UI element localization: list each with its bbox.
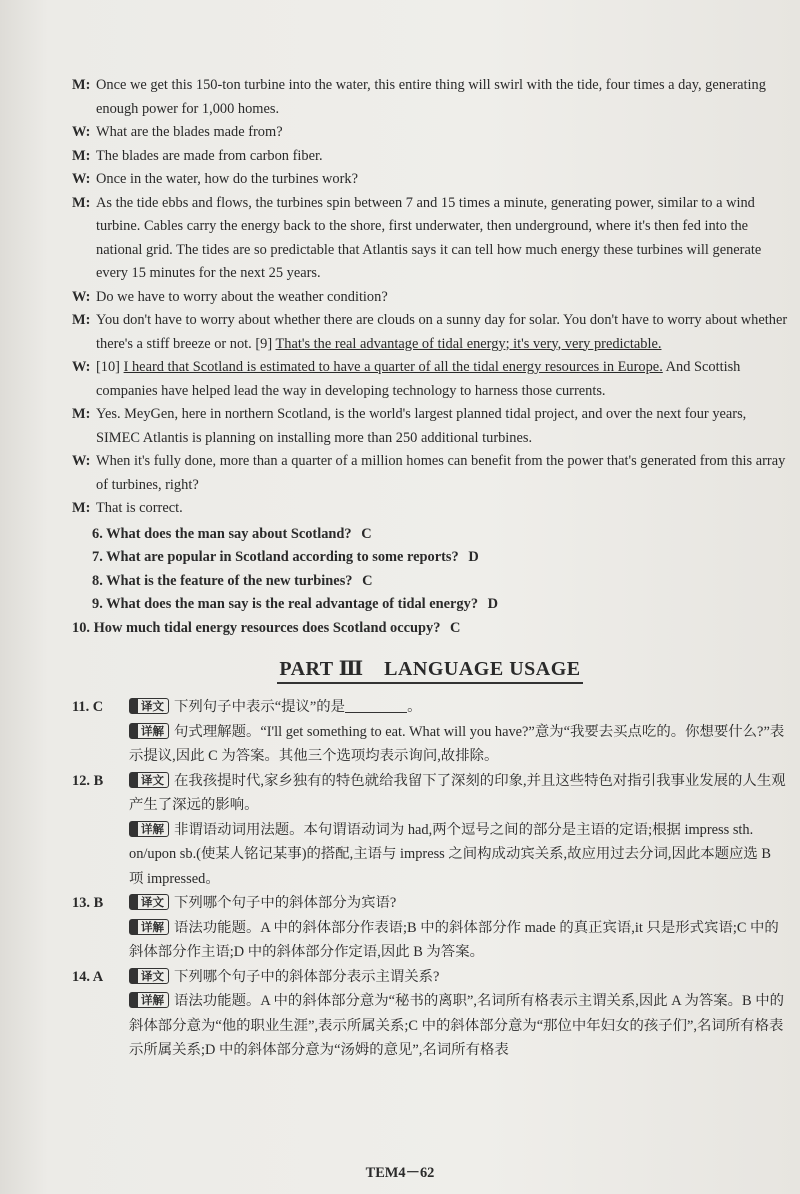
tag-marker xyxy=(130,969,138,983)
translation-text: 下列句子中表示“提议”的是 xyxy=(174,699,346,715)
explanation-tag: 详解 xyxy=(129,919,169,935)
dialogue-line xyxy=(72,497,788,521)
explanation-text: 句式理解题。“I'll get something to eat. What will you have?”意为“我要去买点吃的。你想要什么?”表示提议,因此 C 为答案。其他三个选项均表示询问,故排除。 xyxy=(129,723,785,764)
speaker: M: xyxy=(72,500,91,516)
translation-text: 下列哪个句子中的斜体部分为宾语? xyxy=(174,895,397,911)
tag-marker xyxy=(130,895,138,909)
dialogue-line xyxy=(72,74,788,121)
speaker: M: xyxy=(72,194,91,211)
translation-tag: 译文 xyxy=(129,698,169,714)
line-text: You don't have to worry about whether there are clouds on a sunny day for solar. You don't have to worry about whether there's a stiff breeze or not. xyxy=(96,312,788,352)
question-answer: D xyxy=(487,596,499,612)
translation-text: 下列哪个句子中的斜体部分表示主谓关系? xyxy=(174,968,440,985)
questions-section xyxy=(72,523,788,641)
translation-tag: 译文 xyxy=(129,772,169,788)
question-answer: C xyxy=(361,525,372,542)
line-text: The blades are made from carbon fiber. xyxy=(96,147,323,164)
dialogue-line xyxy=(72,309,788,356)
question-answer: C xyxy=(362,572,373,589)
answer-item xyxy=(72,695,788,769)
explanation-text: 语法功能题。A 中的斜体部分意为“秘书的离职”,名词所有格表示主谓关系,因此 A 为答案。B 中的斜体部分意为“他的职业生涯”,表示所属关系;C 中的斜体部分意为“那位中年妇女的孩子们”,名词所有格表示所属关系;D 中的斜体部分意为“汤姆的意见”,名词所有格表 xyxy=(129,993,785,1058)
line-text: What are the blades made from? xyxy=(96,124,283,140)
question-item xyxy=(72,570,788,594)
translation-row: 译文 下列句子中表示“提议”的是 。 xyxy=(129,695,788,720)
explanations-section xyxy=(72,695,788,1063)
page-content xyxy=(72,74,788,1063)
item-number: 13. B xyxy=(72,895,104,911)
line-text: As the tide ebbs and flows, the turbines spin between 7 and 15 times a minute, generating power, similar to a wind turbine. Cables carry the energy back to the shore, first underwater, then underground, where it's then fed into the national grid. The tides are so predictable that Atlantis says it can tell how much energy these turbines will generate every 15 minutes for the next 25 years. xyxy=(96,194,762,281)
translation-row xyxy=(129,769,788,818)
question-item xyxy=(72,617,788,641)
question-marker: [9] xyxy=(255,335,273,352)
question-item xyxy=(72,546,788,570)
speaker: W: xyxy=(72,453,91,469)
line-text: Do we have to worry about the weather condition? xyxy=(96,288,388,305)
question-answer: C xyxy=(450,619,461,636)
dialogue-line xyxy=(72,286,788,310)
underlined-answer: I heard that Scotland is estimated to have a quarter of all the tidal energy resources in Europe. xyxy=(123,359,663,375)
dialogue-line xyxy=(72,192,788,286)
translation-row xyxy=(129,965,788,990)
dialogue-line xyxy=(72,145,788,169)
translation-tag: 译文 xyxy=(129,968,169,984)
speaker: W: xyxy=(72,171,91,187)
tag-marker xyxy=(130,724,138,738)
tag-marker xyxy=(130,920,138,934)
answer-blank xyxy=(345,700,407,713)
line-text: Once in the water, how do the turbines work? xyxy=(96,171,358,187)
item-number: 14. A xyxy=(72,968,104,985)
dialogue-line xyxy=(72,403,788,450)
question-text: 10. How much tidal energy resources does Scotland occupy? xyxy=(72,619,441,636)
underlined-answer: That's the real advantage of tidal energy; it's very, very predictable. xyxy=(275,335,662,352)
page-footer: TEM4－62 xyxy=(365,1165,435,1181)
explanation-tag: 详解 xyxy=(129,821,169,837)
dialogue-line xyxy=(72,450,788,497)
speaker: W: xyxy=(72,359,91,375)
answer-item xyxy=(72,965,788,1063)
item-number: 12. B xyxy=(72,772,104,789)
speaker: M: xyxy=(72,312,91,328)
answer-item xyxy=(72,891,788,965)
translation-text: 在我孩提时代,家乡独有的特色就给我留下了深刻的印象,并且这些特色对指引我事业发展的人生观产生了深远的影响。 xyxy=(129,772,786,813)
speaker: W: xyxy=(72,124,91,140)
translation-row xyxy=(129,891,788,916)
question-item xyxy=(72,523,788,547)
tag-marker xyxy=(130,993,138,1007)
speaker: M: xyxy=(72,77,91,93)
dialogue-line xyxy=(72,356,788,403)
question-item xyxy=(72,593,788,617)
question-text: 6. What does the man say about Scotland? xyxy=(92,525,352,542)
line-text: Yes. MeyGen, here in northern Scotland, is the world's largest planned tidal project, and over the next four years, SIMEC Atlantis is planning on installing more than 250 additional turbines. xyxy=(96,406,747,446)
line-text: Once we get this 150-ton turbine into the water, this entire thing will swirl with the tide, four times a day, generating enough power for 1,000 homes. xyxy=(96,77,766,117)
explanation-text: 语法功能题。A 中的斜体部分作表语;B 中的斜体部分作 made 的真正宾语,it 只是形式宾语;C 中的斜体部分作主语;D 中的斜体部分作定语,因此 B 为答案。 xyxy=(129,919,779,960)
explanation-row xyxy=(129,989,788,1063)
part-heading xyxy=(72,652,788,681)
line-text: And Scottish companies have helped lead the way in developing technology to harness those currents. xyxy=(96,359,741,399)
question-answer: D xyxy=(468,549,479,565)
explanation-row xyxy=(129,916,788,965)
explanation-text: 非谓语动词用法题。本句谓语动词为 had,两个逗号之间的部分是主语的定语;根据 impress sth. on/upon sb.(使某人铭记某事)的搭配,主语与 impress 之间构成动宾关系,故应用过去分词,因此本题应选 B 项 impressed。 xyxy=(129,821,771,887)
tag-marker xyxy=(130,822,138,836)
line-text: That is correct. xyxy=(96,500,183,516)
question-marker: [10] xyxy=(96,359,120,375)
speaker: W: xyxy=(72,288,91,305)
dialogue-section xyxy=(72,74,788,521)
explanation-row xyxy=(129,818,788,892)
explanation-tag: 详解 xyxy=(129,992,169,1008)
speaker: M: xyxy=(72,147,91,164)
dialogue-line xyxy=(72,121,788,145)
item-number: 11. C xyxy=(72,699,104,715)
speaker: M: xyxy=(72,406,91,422)
part-title: PART Ⅲ LANGUAGE USAGE xyxy=(277,658,582,684)
explanation-tag: 详解 xyxy=(129,723,169,739)
question-text: 8. What is the feature of the new turbines? xyxy=(92,572,353,589)
line-text: When it's fully done, more than a quarter of a million homes can benefit from the power that's generated from this array of turbines, right? xyxy=(96,453,786,493)
question-text: 9. What does the man say is the real advantage of tidal energy? xyxy=(92,596,479,612)
explanation-row xyxy=(129,720,788,769)
tag-marker xyxy=(130,773,138,787)
translation-tag: 译文 xyxy=(129,894,169,910)
answer-item xyxy=(72,769,788,892)
dialogue-line xyxy=(72,168,788,192)
question-text: 7. What are popular in Scotland according to some reports? xyxy=(92,549,459,565)
tag-marker xyxy=(130,699,138,713)
